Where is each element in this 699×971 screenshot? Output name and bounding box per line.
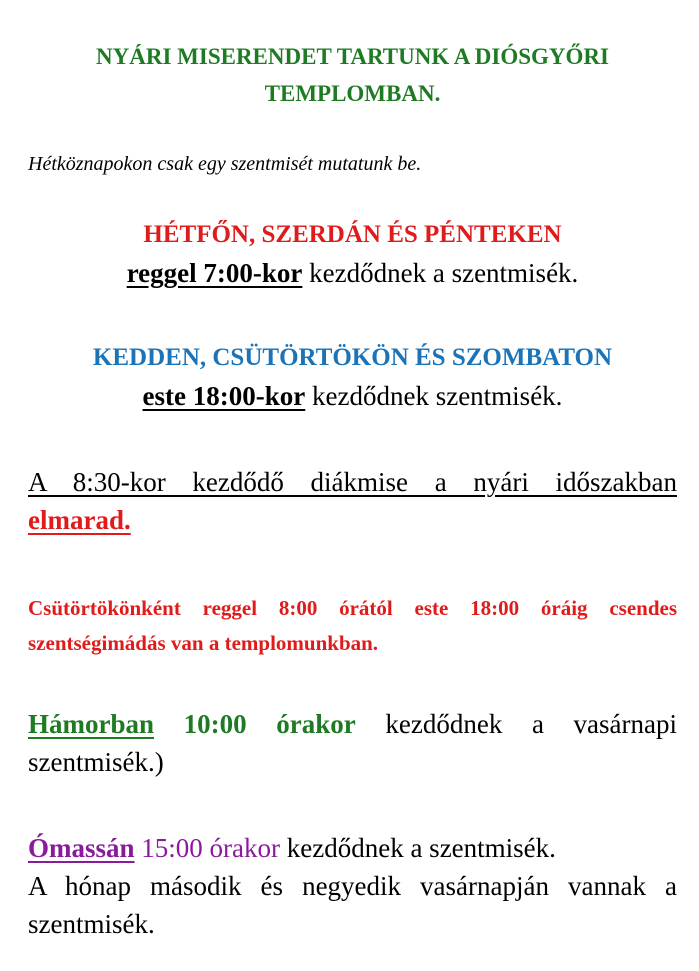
student-mass-line xyxy=(28,463,677,501)
adoration-notice: Csütörtökönként reggel 8:00 órától este 18:00 óráig csendes szentségimádás van a templomunkban. xyxy=(28,596,677,655)
student-mass-text: A 8:30-kor kezdődő diákmise a nyári időszakban xyxy=(28,467,677,497)
student-mass-notice xyxy=(28,463,677,539)
omassa-text: kezdődnek a szentmisék. xyxy=(280,833,556,863)
schedule-tue-thu-sat xyxy=(28,339,677,415)
omassa-line xyxy=(28,829,677,867)
page-title xyxy=(28,38,677,112)
omassa-notice xyxy=(28,829,677,943)
schedule-text: kezdődnek szentmisék. xyxy=(305,381,563,411)
omassa-place: Ómassán xyxy=(28,833,135,863)
hamor-text: kezdődnek a vasárnapi szentmisék.) xyxy=(28,709,678,777)
schedule-days-heading: HÉTFŐN, SZERDÁN ÉS PÉNTEKEN xyxy=(143,221,562,248)
schedule-days-heading: KEDDEN, CSÜTÖRTÖKÖN ÉS SZOMBATON xyxy=(92,344,613,371)
hamor-place: Hámorban xyxy=(28,709,155,739)
intro-text: Hétköznapokon csak egy szentmisét mutatunk be. xyxy=(28,153,422,175)
hamor-time: 10:00 órakor xyxy=(154,709,356,739)
schedule-line xyxy=(28,377,677,415)
omassa-time: 15:00 órakor xyxy=(134,833,280,863)
title-line-2: TEMPLOMBAN. xyxy=(264,81,441,106)
omassa-note: A hónap második és negyedik vasárnapján vannak a szentmisék. xyxy=(28,871,677,939)
student-mass-cancelled: elmarad. xyxy=(28,505,131,535)
schedule-text: kezdődnek a szentmisék. xyxy=(302,258,579,288)
student-mass-cancel-line xyxy=(28,501,677,539)
title-line-1: NYÁRI MISERENDET TARTUNK A DIÓSGYŐRI xyxy=(96,44,609,69)
schedule-time: este 18:00-kor xyxy=(142,381,306,411)
schedule-line xyxy=(28,254,677,292)
schedule-time: reggel 7:00-kor xyxy=(126,258,303,288)
hamor-notice xyxy=(28,705,677,781)
schedule-mon-wed-fri xyxy=(28,216,677,292)
